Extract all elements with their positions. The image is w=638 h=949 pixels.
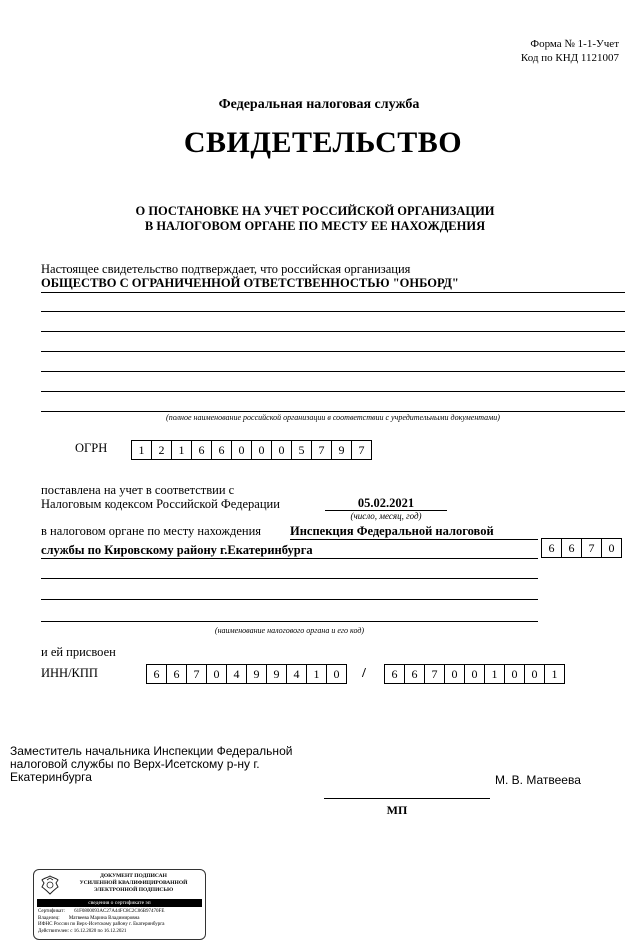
kpp-digit: 0	[465, 665, 485, 683]
ogrn-digit: 0	[252, 441, 272, 459]
electronic-signature-stamp	[33, 869, 206, 940]
inn-digit: 4	[227, 665, 247, 683]
cert-label: Сертификат:	[38, 909, 65, 914]
org-line	[41, 331, 625, 332]
authority-prefix: в налоговом органе по месту нахождения	[41, 524, 262, 538]
kpp-digit: 1	[551, 666, 558, 681]
document-title: СВИДЕТЕЛЬСТВО	[183, 126, 463, 159]
org-caption: (полное наименование российской организации в соответствии с учредительными документами)	[166, 413, 500, 422]
ogrn-digit: 7	[312, 441, 332, 459]
inn-digit: 9	[267, 665, 287, 683]
ogrn-digit: 0	[272, 441, 292, 459]
stamp-title-line-1: ДОКУМЕНТ ПОДПИСАН	[100, 873, 167, 879]
stamp-title	[66, 873, 201, 894]
authority-caption: (наименование налогового органа и его код)	[214, 626, 365, 635]
inn-cells	[146, 664, 347, 684]
stamp-place: МП	[386, 803, 408, 817]
subtitle-line-1: О ПОСТАНОВКЕ НА УЧЕТ РОССИЙСКОЙ ОРГАНИЗАЦИИ	[135, 204, 495, 218]
certificate-details	[38, 909, 202, 935]
signer-position	[10, 745, 292, 784]
emblem-icon	[38, 873, 62, 897]
inn-digit: 0	[333, 666, 340, 681]
org-line	[41, 311, 625, 312]
form-identifier	[521, 37, 619, 65]
inn-digit: 1	[307, 665, 327, 683]
owner-label: Владелец:	[38, 915, 60, 921]
valid-value: с 16.12.2020 по 16.12.2021	[70, 928, 127, 934]
date-caption: (число, месяц, год)	[350, 511, 422, 521]
kpp-digit: 6	[385, 665, 405, 683]
subtitle-line-2: В НАЛОГОВОМ ОРГАНЕ ПО МЕСТУ ЕЕ НАХОЖДЕНИЯ	[144, 219, 486, 233]
authority-code-digit: 6	[562, 539, 582, 557]
registration-date: 05.02.2021	[357, 496, 415, 510]
ogrn-digit: 7	[358, 442, 365, 457]
authority-code-digit: 0	[608, 540, 615, 555]
issuer-org: ИФНС России по Верх-Исетскому району г. Екатеринбурга	[38, 922, 165, 927]
assigned-label: и ей присвоен	[41, 645, 116, 659]
agency-name: Федеральная налоговая служба	[218, 97, 420, 112]
form-number: Форма № 1-1-Учет	[530, 38, 619, 50]
kpp-digit: 0	[445, 665, 465, 683]
signer-position-line-3: Екатеринбурга	[10, 770, 92, 784]
inn-digit: 6	[147, 665, 167, 683]
cert-value: 61F0800093AC27A44FC8C2C06B97470FE	[74, 909, 165, 914]
intro-text: Настоящее свидетельство подтверждает, что российская организация	[41, 262, 411, 276]
ogrn-digit: 6	[192, 441, 212, 459]
authority-line	[41, 578, 538, 579]
knd-code: Код по КНД 1121007	[520, 52, 619, 64]
authority-name-line-2: службы по Кировскому району г.Екатеринбурга	[41, 543, 313, 557]
authority-name-line-1: Инспекция Федеральной налоговой	[290, 524, 494, 538]
inn-digit: 6	[167, 665, 187, 683]
organization-name: ОБЩЕСТВО С ОГРАНИЧЕННОЙ ОТВЕТСТВЕННОСТЬЮ "ОНБОРД"	[41, 276, 459, 290]
inn-kpp-separator: /	[362, 666, 366, 681]
kpp-digit: 6	[405, 665, 425, 683]
document-subtitle	[0, 204, 630, 234]
org-line	[41, 371, 625, 372]
stamp-title-line-2: УСИЛЕННОЙ КВАЛИФИЦИРОВАННОЙ	[79, 880, 188, 886]
inn-kpp-label: ИНН/КПП	[41, 666, 98, 680]
org-line	[41, 351, 625, 352]
ogrn-digit: 5	[292, 441, 312, 459]
certificate-bar: сведения о сертификате эп	[37, 899, 202, 907]
authority-line	[41, 621, 538, 622]
ogrn-digit: 6	[212, 441, 232, 459]
kpp-digit: 0	[525, 665, 545, 683]
registration-line-2: Налоговым кодексом Российской Федерации	[41, 497, 280, 511]
signer-position-line-2: налоговой службы по Верх-Исетскому р-ну г.	[10, 757, 260, 771]
org-line	[41, 292, 625, 293]
ogrn-digit: 1	[172, 441, 192, 459]
ogrn-digit: 0	[232, 441, 252, 459]
signer-name: М. В. Матвеева	[495, 773, 581, 787]
kpp-cells	[384, 664, 565, 684]
ogrn-digit: 2	[152, 441, 172, 459]
inn-digit: 7	[187, 665, 207, 683]
kpp-digit: 1	[485, 665, 505, 683]
org-line	[41, 411, 625, 412]
authority-line	[290, 539, 538, 540]
ogrn-label: ОГРН	[75, 441, 108, 455]
ogrn-digit: 9	[332, 441, 352, 459]
authority-line	[41, 558, 538, 559]
owner-value: Матвеева Марина Владимировна	[68, 915, 140, 921]
authority-line	[41, 599, 538, 600]
stamp-title-line-3: ЭЛЕКТРОННОЙ ПОДПИСЬЮ	[93, 887, 174, 893]
signature-line	[324, 798, 490, 799]
kpp-digit: 7	[425, 665, 445, 683]
registration-line-1: поставлена на учет в соответствии с	[41, 483, 235, 497]
ogrn-cells	[131, 440, 372, 460]
ogrn-digit: 1	[132, 441, 152, 459]
inn-digit: 0	[207, 665, 227, 683]
authority-code-digit: 7	[582, 539, 602, 557]
signer-position-line-1: Заместитель начальника Инспекции Федеральной	[10, 744, 293, 758]
kpp-digit: 0	[505, 665, 525, 683]
authority-code-digit: 6	[542, 539, 562, 557]
valid-label: Действителен:	[38, 928, 69, 934]
org-line	[41, 391, 625, 392]
inn-digit: 9	[247, 665, 267, 683]
inn-digit: 4	[287, 665, 307, 683]
authority-code-cells	[541, 538, 622, 558]
